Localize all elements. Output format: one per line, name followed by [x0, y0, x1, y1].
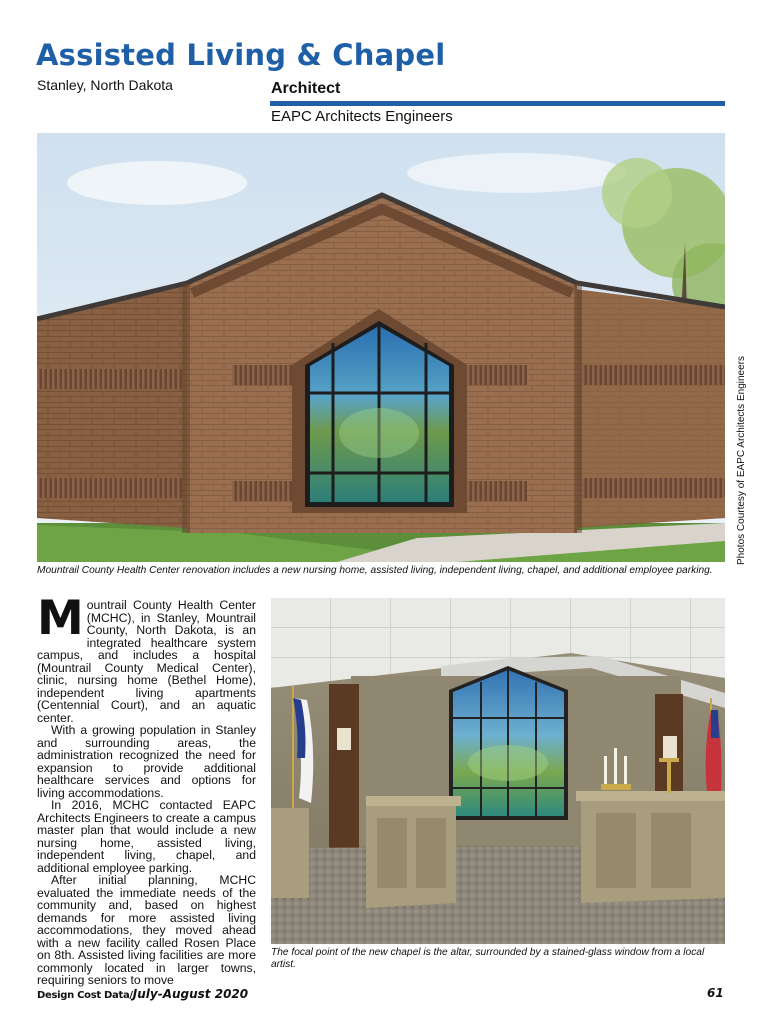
chapel-exterior-photo	[37, 133, 725, 562]
exterior-photo-caption: Mountrail County Health Center renovation includes a new nursing home, assisted living, independent living, chapel, and additional employee parking.	[37, 565, 713, 576]
chapel-photo-caption: The focal point of the new chapel is the altar, surrounded by a stained-glass window from a local artist.	[271, 947, 705, 970]
issue-date: July-August 2020	[132, 987, 249, 1001]
photo-credit: Photos Courtesy of EAPC Architects Engineers	[736, 356, 747, 565]
architect-label: Architect	[271, 80, 341, 97]
article-body	[37, 591, 256, 987]
publication-name: Design Cost Data/	[37, 990, 133, 1001]
chapel-interior-photo	[271, 598, 725, 944]
page-title: Assisted Living & Chapel	[36, 38, 446, 72]
architect-divider	[270, 101, 725, 106]
footer-publication	[37, 987, 248, 1001]
article-paragraph: After initial planning, MCHC evaluated the immediate needs of the community and, based on highest demands for more assisted living accommodations, they moved ahead with a new facility called Rosen Place on 8th. Assisted living facilities are more commonly located in larger towns, requiring seniors to move	[37, 873, 256, 987]
architect-name: EAPC Architects Engineers	[271, 108, 453, 125]
article-paragraph	[37, 591, 256, 725]
article-paragraph: With a growing population in Stanley and surrounding areas, the administration recognized the need for expansion to provide additional healthcare services and options for living accommodations.	[37, 723, 256, 800]
drop-cap: M	[37, 591, 84, 646]
project-location: Stanley, North Dakota	[37, 77, 173, 93]
page-number: 61	[707, 986, 724, 1000]
paragraph-text: ountrail County Health Center (MCHC), in Stanley, Mountrail County, North Dakota, is an integrated healthcare system campus, and includes a hospital (Mountrail County Medical Center), clinic, nursing home (Bethel Home), independent living apartments (Centennial Court), and an aquatic center.	[37, 598, 256, 725]
article-paragraph: In 2016, MCHC contacted EAPC Architects Engineers to create a campus master plan that would include a new nursing home, assisted living, independent living, chapel, and additional employee parking.	[37, 798, 256, 875]
